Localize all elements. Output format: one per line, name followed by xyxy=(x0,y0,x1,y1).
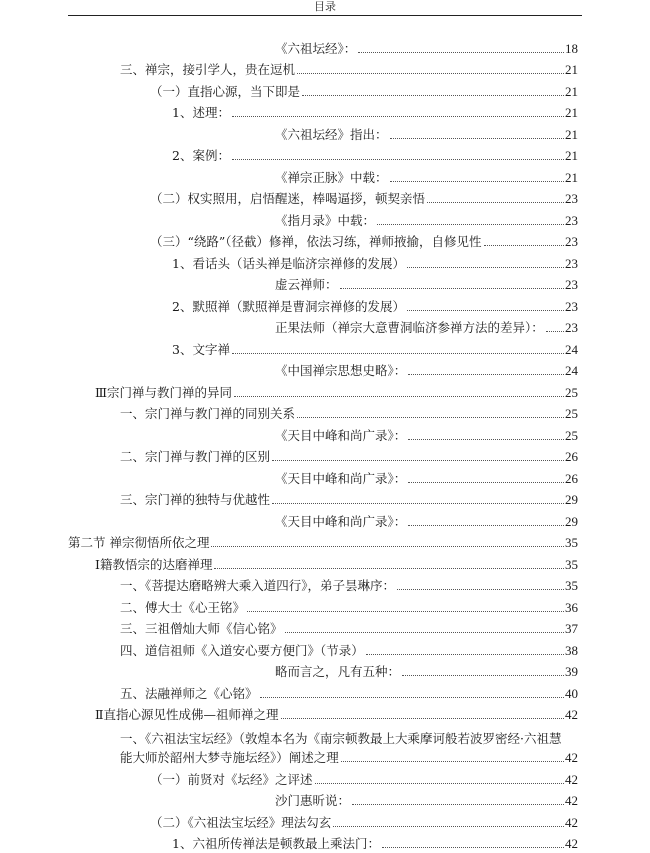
toc-entry-page-number: 42 xyxy=(565,772,578,787)
toc-entry[interactable] xyxy=(120,575,578,595)
dot-leader xyxy=(272,460,564,461)
toc-entry-label: 1、六祖所传禅法是顿教最上乘法门： xyxy=(172,836,380,851)
dot-leader xyxy=(397,589,564,590)
dot-leader xyxy=(341,761,564,762)
toc-entry[interactable] xyxy=(172,296,578,316)
dot-leader xyxy=(297,417,564,418)
toc-entry-page-number: 21 xyxy=(565,148,578,163)
toc-entry-label: 《天目中峰和尚广录》： xyxy=(275,428,407,443)
toc-entry[interactable] xyxy=(275,317,578,337)
toc-entry[interactable] xyxy=(120,597,578,617)
dot-leader xyxy=(297,73,564,74)
dot-leader xyxy=(427,202,564,203)
toc-entry[interactable] xyxy=(275,468,578,488)
dot-leader xyxy=(402,675,564,676)
dot-leader xyxy=(484,245,564,246)
toc-entry[interactable] xyxy=(120,618,578,638)
toc-entry-label: （二）权实照用，启悟醒迷，棒喝逼拶，顿契亲悟 xyxy=(150,191,426,206)
toc-entry[interactable] xyxy=(275,167,578,187)
toc-entry-page-number: 23 xyxy=(565,320,578,335)
toc-entry-page-number: 21 xyxy=(565,170,578,185)
toc-entry[interactable] xyxy=(172,253,578,273)
dot-leader xyxy=(408,482,564,483)
toc-entry-label: 2、案例： xyxy=(172,148,230,163)
toc-entry-page-number: 21 xyxy=(565,62,578,77)
toc-entry-label: 《天目中峰和尚广录》： xyxy=(275,514,407,529)
toc-entry[interactable] xyxy=(120,403,578,423)
toc-entry-label: 沙门惠昕说： xyxy=(275,793,351,808)
dot-leader xyxy=(211,546,564,547)
toc-entry-page-number: 23 xyxy=(565,256,578,271)
toc-entry[interactable] xyxy=(275,124,578,144)
toc-entry-label: 略而言之，凡有五种： xyxy=(275,664,401,679)
dot-leader xyxy=(390,181,564,182)
toc-entry[interactable] xyxy=(275,425,578,445)
toc-entry-page-number: 42 xyxy=(565,836,578,851)
dot-leader xyxy=(407,267,564,268)
toc-entry-page-number: 35 xyxy=(565,557,578,572)
dot-leader xyxy=(232,159,564,160)
toc-entry-label: 《六祖坛经》指出： xyxy=(275,127,388,142)
toc-entry-page-number: 42 xyxy=(565,793,578,808)
toc-entry-label: 第二节 禅宗彻悟所依之理 xyxy=(68,535,210,550)
toc-entry-label: Ⅰ籍教悟宗的达磨禅理 xyxy=(95,557,213,572)
toc-entry-page-number: 26 xyxy=(565,449,578,464)
toc-entry-page-number: 25 xyxy=(565,385,578,400)
toc-entry-label: 正果法师（禅宗大意曹洞临济参禅方法的差异）： xyxy=(275,320,544,335)
dot-leader xyxy=(214,568,564,569)
toc-entry-label: 五、法融禅师之《心铭》 xyxy=(120,686,258,701)
dot-leader xyxy=(247,611,564,612)
dot-leader xyxy=(407,310,564,311)
toc-entry[interactable] xyxy=(150,769,578,789)
dot-leader xyxy=(358,52,564,53)
toc-entry[interactable] xyxy=(150,81,578,101)
toc-entry[interactable] xyxy=(172,145,578,165)
toc-entry-label: 1、述理： xyxy=(172,105,230,120)
toc-entry-page-number: 18 xyxy=(565,41,578,56)
dot-leader xyxy=(408,525,564,526)
toc-entry[interactable] xyxy=(95,382,578,402)
toc-entry-page-number: 21 xyxy=(565,84,578,99)
toc-entry-page-number: 36 xyxy=(565,600,578,615)
toc-entry-label: 三、禅宗，接引学人，贵在逗机 xyxy=(120,62,296,77)
dot-leader xyxy=(333,826,564,827)
toc-entry-label: 《六祖坛经》： xyxy=(275,41,357,56)
dot-leader xyxy=(285,632,564,633)
toc-entry[interactable] xyxy=(172,833,578,853)
toc-entry[interactable] xyxy=(275,210,578,230)
toc-entry-page-number: 38 xyxy=(565,643,578,658)
dot-leader xyxy=(315,783,564,784)
toc-entry-page-number: 25 xyxy=(565,406,578,421)
dot-leader xyxy=(234,396,564,397)
toc-entry-label: Ⅱ直指心源见性成佛—祖师禅之理 xyxy=(95,707,279,722)
toc-entry-label: （三）“绕路”（径截）修禅，依法习练，禅师掖揄，自修见性 xyxy=(150,234,482,249)
toc-entry[interactable] xyxy=(150,188,578,208)
toc-entry-page-number: 37 xyxy=(565,621,578,636)
dot-leader xyxy=(382,847,564,848)
toc-entry-label: 一、《菩提达磨略辨大乘入道四行》，弟子昙琳序： xyxy=(120,578,396,593)
toc-entry-page-number: 21 xyxy=(565,105,578,120)
toc-entry-page-number: 21 xyxy=(565,127,578,142)
dot-leader xyxy=(272,503,564,504)
toc-entry[interactable] xyxy=(95,554,578,574)
toc-entry-label: （一）直指心源，当下即是 xyxy=(150,84,301,99)
toc-entry-label: 1、看话头（话头禅是临济宗禅修的发展） xyxy=(172,256,405,271)
toc-entry-page-number: 23 xyxy=(565,277,578,292)
toc-entry[interactable] xyxy=(120,683,578,703)
dot-leader xyxy=(232,116,564,117)
toc-entry[interactable] xyxy=(120,446,578,466)
toc-entry-label: 三、宗门禅的独特与优越性 xyxy=(120,492,271,507)
dot-leader xyxy=(546,331,564,332)
dot-leader xyxy=(408,374,564,375)
dot-leader xyxy=(390,138,564,139)
header-title: 目录 xyxy=(314,0,336,13)
toc-entry[interactable] xyxy=(120,59,578,79)
toc-entry-label: 《指月录》中载： xyxy=(275,213,376,228)
toc-entry-page-number: 24 xyxy=(565,342,578,357)
dot-leader xyxy=(302,95,564,96)
dot-leader xyxy=(232,353,564,354)
dot-leader xyxy=(340,288,564,289)
toc-entry-page-number: 23 xyxy=(565,299,578,314)
toc-entry-page-number: 39 xyxy=(565,664,578,679)
toc-entry[interactable] xyxy=(172,339,578,359)
toc-entry-page-number: 35 xyxy=(565,535,578,550)
toc-entry-label: 虚云禅师： xyxy=(275,277,338,292)
toc-entry[interactable] xyxy=(275,511,578,531)
toc-entry[interactable] xyxy=(172,102,578,122)
toc-entry-page-number: 42 xyxy=(565,707,578,722)
toc-entry-label: 《禅宗正脉》中载： xyxy=(275,170,388,185)
toc-entry-page-number: 25 xyxy=(565,428,578,443)
toc-entry-label: 《天目中峰和尚广录》： xyxy=(275,471,407,486)
toc-entry-label: 三、三祖僧灿大师《信心铭》 xyxy=(120,621,283,636)
toc-entry[interactable] xyxy=(95,704,578,724)
toc-entry-label: 2、默照禅（默照禅是曹洞宗禅修的发展） xyxy=(172,299,405,314)
dot-leader xyxy=(366,654,564,655)
toc-entry[interactable] xyxy=(120,747,578,767)
toc-entry[interactable] xyxy=(150,812,578,832)
toc-entry[interactable] xyxy=(275,661,578,681)
toc-entry[interactable] xyxy=(275,274,578,294)
toc-entry-label: （一）前贤对《坛经》之评述 xyxy=(150,772,313,787)
toc-entry-page-number: 26 xyxy=(565,471,578,486)
toc-entry[interactable] xyxy=(120,640,578,660)
toc-entry[interactable] xyxy=(120,489,578,509)
toc-entry-page-number: 40 xyxy=(565,686,578,701)
dot-leader xyxy=(377,224,564,225)
toc-entry-label: 一、宗门禅与教门禅的同别关系 xyxy=(120,406,296,421)
toc-entry-page-number: 23 xyxy=(565,213,578,228)
toc-entry-label: 3、文字禅 xyxy=(172,342,230,357)
toc-entry-wrapped-line[interactable]: 一、《六祖法宝坛经》（敦煌本名为《南宗顿教最上大乘摩诃般若波罗密经·六祖慧 xyxy=(120,731,562,746)
dot-leader xyxy=(260,697,564,698)
toc-entry-label: 二、傅大士《心王铭》 xyxy=(120,600,246,615)
toc-entry-label: 能大师於韶州大梦寺施坛经》）阐述之理 xyxy=(120,750,339,765)
dot-leader xyxy=(281,718,565,719)
dot-leader xyxy=(408,439,564,440)
toc-entry-label: 《中国禅宗思想史略》： xyxy=(275,363,407,378)
toc-entry-label: （二）《六祖法宝坛经》理法勾玄 xyxy=(150,815,332,830)
toc-entry-page-number: 42 xyxy=(565,815,578,830)
toc-entry-page-number: 24 xyxy=(565,363,578,378)
toc-entry[interactable] xyxy=(68,532,578,552)
toc-entry[interactable] xyxy=(275,38,578,58)
toc-entry-page-number: 29 xyxy=(565,514,578,529)
dot-leader xyxy=(352,804,564,805)
toc-entry[interactable] xyxy=(275,790,578,810)
toc-entry[interactable] xyxy=(150,231,578,251)
toc-entry[interactable] xyxy=(275,360,578,380)
toc-entry-label: Ⅲ宗门禅与教门禅的异同 xyxy=(95,385,233,400)
toc-entry-page-number: 42 xyxy=(565,750,578,765)
toc-entry-label: 四、道信祖师《入道安心要方便门》（节录） xyxy=(120,643,364,658)
toc-entry-page-number: 35 xyxy=(565,578,578,593)
toc-entry-label: 二、宗门禅与教门禅的区别 xyxy=(120,449,271,464)
toc-entry-page-number: 23 xyxy=(565,191,578,206)
toc-entry-page-number: 23 xyxy=(565,234,578,249)
toc-entry-page-number: 29 xyxy=(565,492,578,507)
